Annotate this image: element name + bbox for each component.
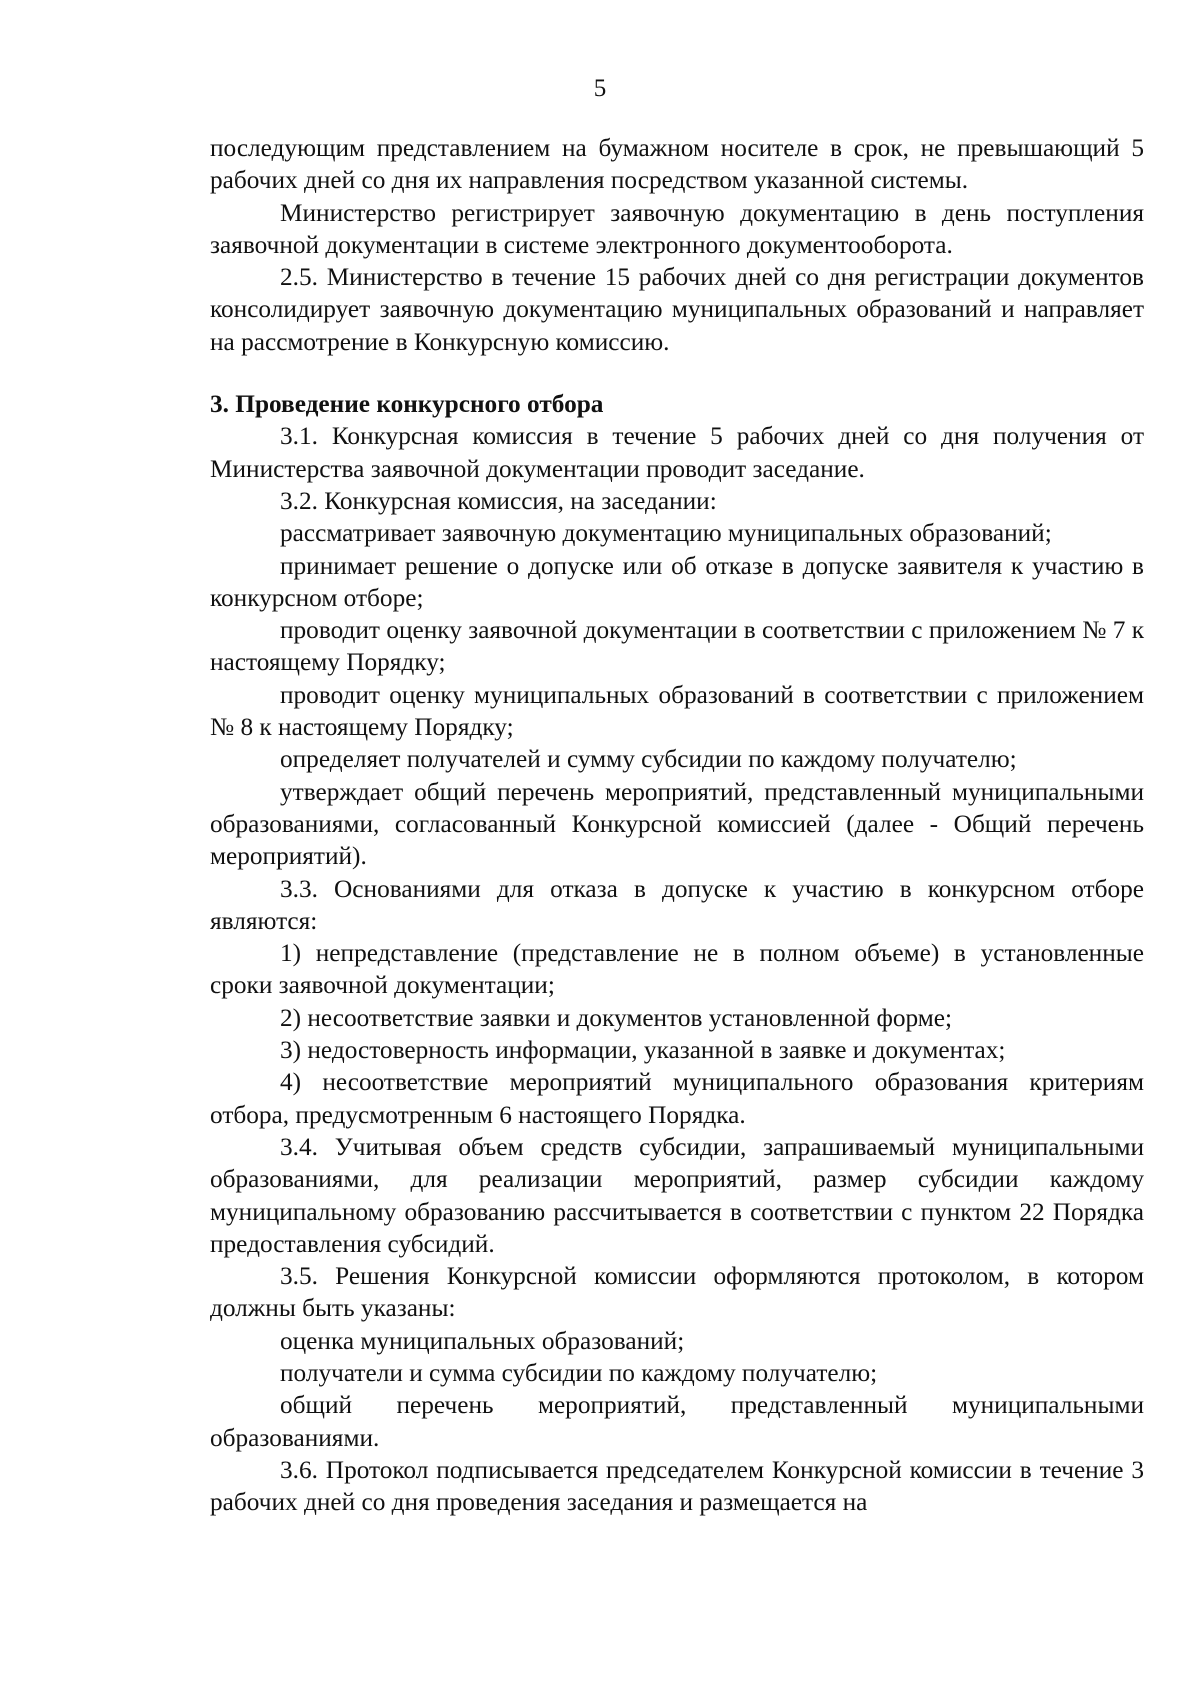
paragraph-2-5: 2.5. Министерство в течение 15 рабочих дней со дня регистрации документов консолидирует заявочную документацию муниципальных образований и направляет на рассмотрение в Конкурсную комиссию. bbox=[210, 263, 1144, 356]
paragraph-registration: Министерство регистрирует заявочную документацию в день поступления заявочной документации в системе электронного документооборота. bbox=[210, 198, 1144, 259]
page-number: 5 bbox=[593, 75, 607, 102]
list-item-refusal-1: 1) непредставление (представление не в полном объеме) в установленные сроки заявочной документации; bbox=[210, 939, 1144, 1000]
paragraph-3-6: 3.6. Протокол подписывается председателем Конкурсной комиссии в течение 3 рабочих дней со дня проведения заседания и размещается на bbox=[210, 1455, 1144, 1517]
paragraph-3-2: 3.2. Конкурсная комиссия, на заседании: bbox=[280, 486, 717, 515]
document-body bbox=[210, 132, 1144, 1518]
list-item-doc-evaluation: проводит оценку заявочной документации в соответствии с приложением № 7 к настоящему Порядку; bbox=[210, 616, 1144, 677]
list-item-refusal-2: 2) несоответствие заявки и документов установленной форме; bbox=[280, 1003, 953, 1032]
list-item-protocol-recipients: получатели и сумма субсидии по каждому получателю; bbox=[280, 1358, 878, 1387]
paragraph-3-5: 3.5. Решения Конкурсной комиссии оформляются протоколом, в котором должны быть указаны: bbox=[210, 1262, 1144, 1323]
list-item-municipal-evaluation: проводит оценку муниципальных образований в соответствии с приложением № 8 к настоящему Порядку; bbox=[210, 680, 1144, 742]
paragraph-continuation: последующим представлением на бумажном носителе в срок, не превышающий 5 рабочих дней со дня их направления посредством указанной системы. bbox=[210, 134, 1144, 195]
list-item-protocol-list: общий перечень мероприятий, представленный муниципальными образованиями. bbox=[210, 1391, 1144, 1452]
list-item-admission: принимает решение о допуске или об отказе в допуске заявителя к участию в конкурсном отборе; bbox=[210, 551, 1144, 612]
list-item-refusal-4: 4) несоответствие мероприятий муниципального образования критериям отбора, предусмотренным 6 настоящего Порядка. bbox=[210, 1068, 1144, 1129]
list-item-review: рассматривает заявочную документацию муниципальных образований; bbox=[280, 519, 1052, 548]
list-item-recipients: определяет получателей и сумму субсидии по каждому получателю; bbox=[280, 745, 1017, 774]
list-item-refusal-3: 3) недостоверность информации, указанной в заявке и документах; bbox=[280, 1036, 1006, 1065]
list-item-protocol-evaluation: оценка муниципальных образований; bbox=[280, 1326, 685, 1355]
paragraph-3-3: 3.3. Основаниями для отказа в допуске к участию в конкурсном отборе являются: bbox=[210, 874, 1144, 935]
paragraph-3-4: 3.4. Учитывая объем средств субсидии, запрашиваемый муниципальными образованиями, для реализации мероприятий, размер субсидии каждому муниципальному образованию рассчитывается в соответствии с пунктом 22 Порядка предоставления субсидий. bbox=[210, 1132, 1144, 1258]
list-item-approves-list: утверждает общий перечень мероприятий, представленный муниципальными образованиями, согласованный Конкурсной комиссией (далее - Общий перечень мероприятий). bbox=[210, 777, 1144, 871]
paragraph-3-1: 3.1. Конкурсная комиссия в течение 5 рабочих дней со дня получения от Министерства заявочной документации проводит заседание. bbox=[210, 422, 1144, 483]
section-heading-3: 3. Проведение конкурсного отбора bbox=[210, 390, 604, 419]
